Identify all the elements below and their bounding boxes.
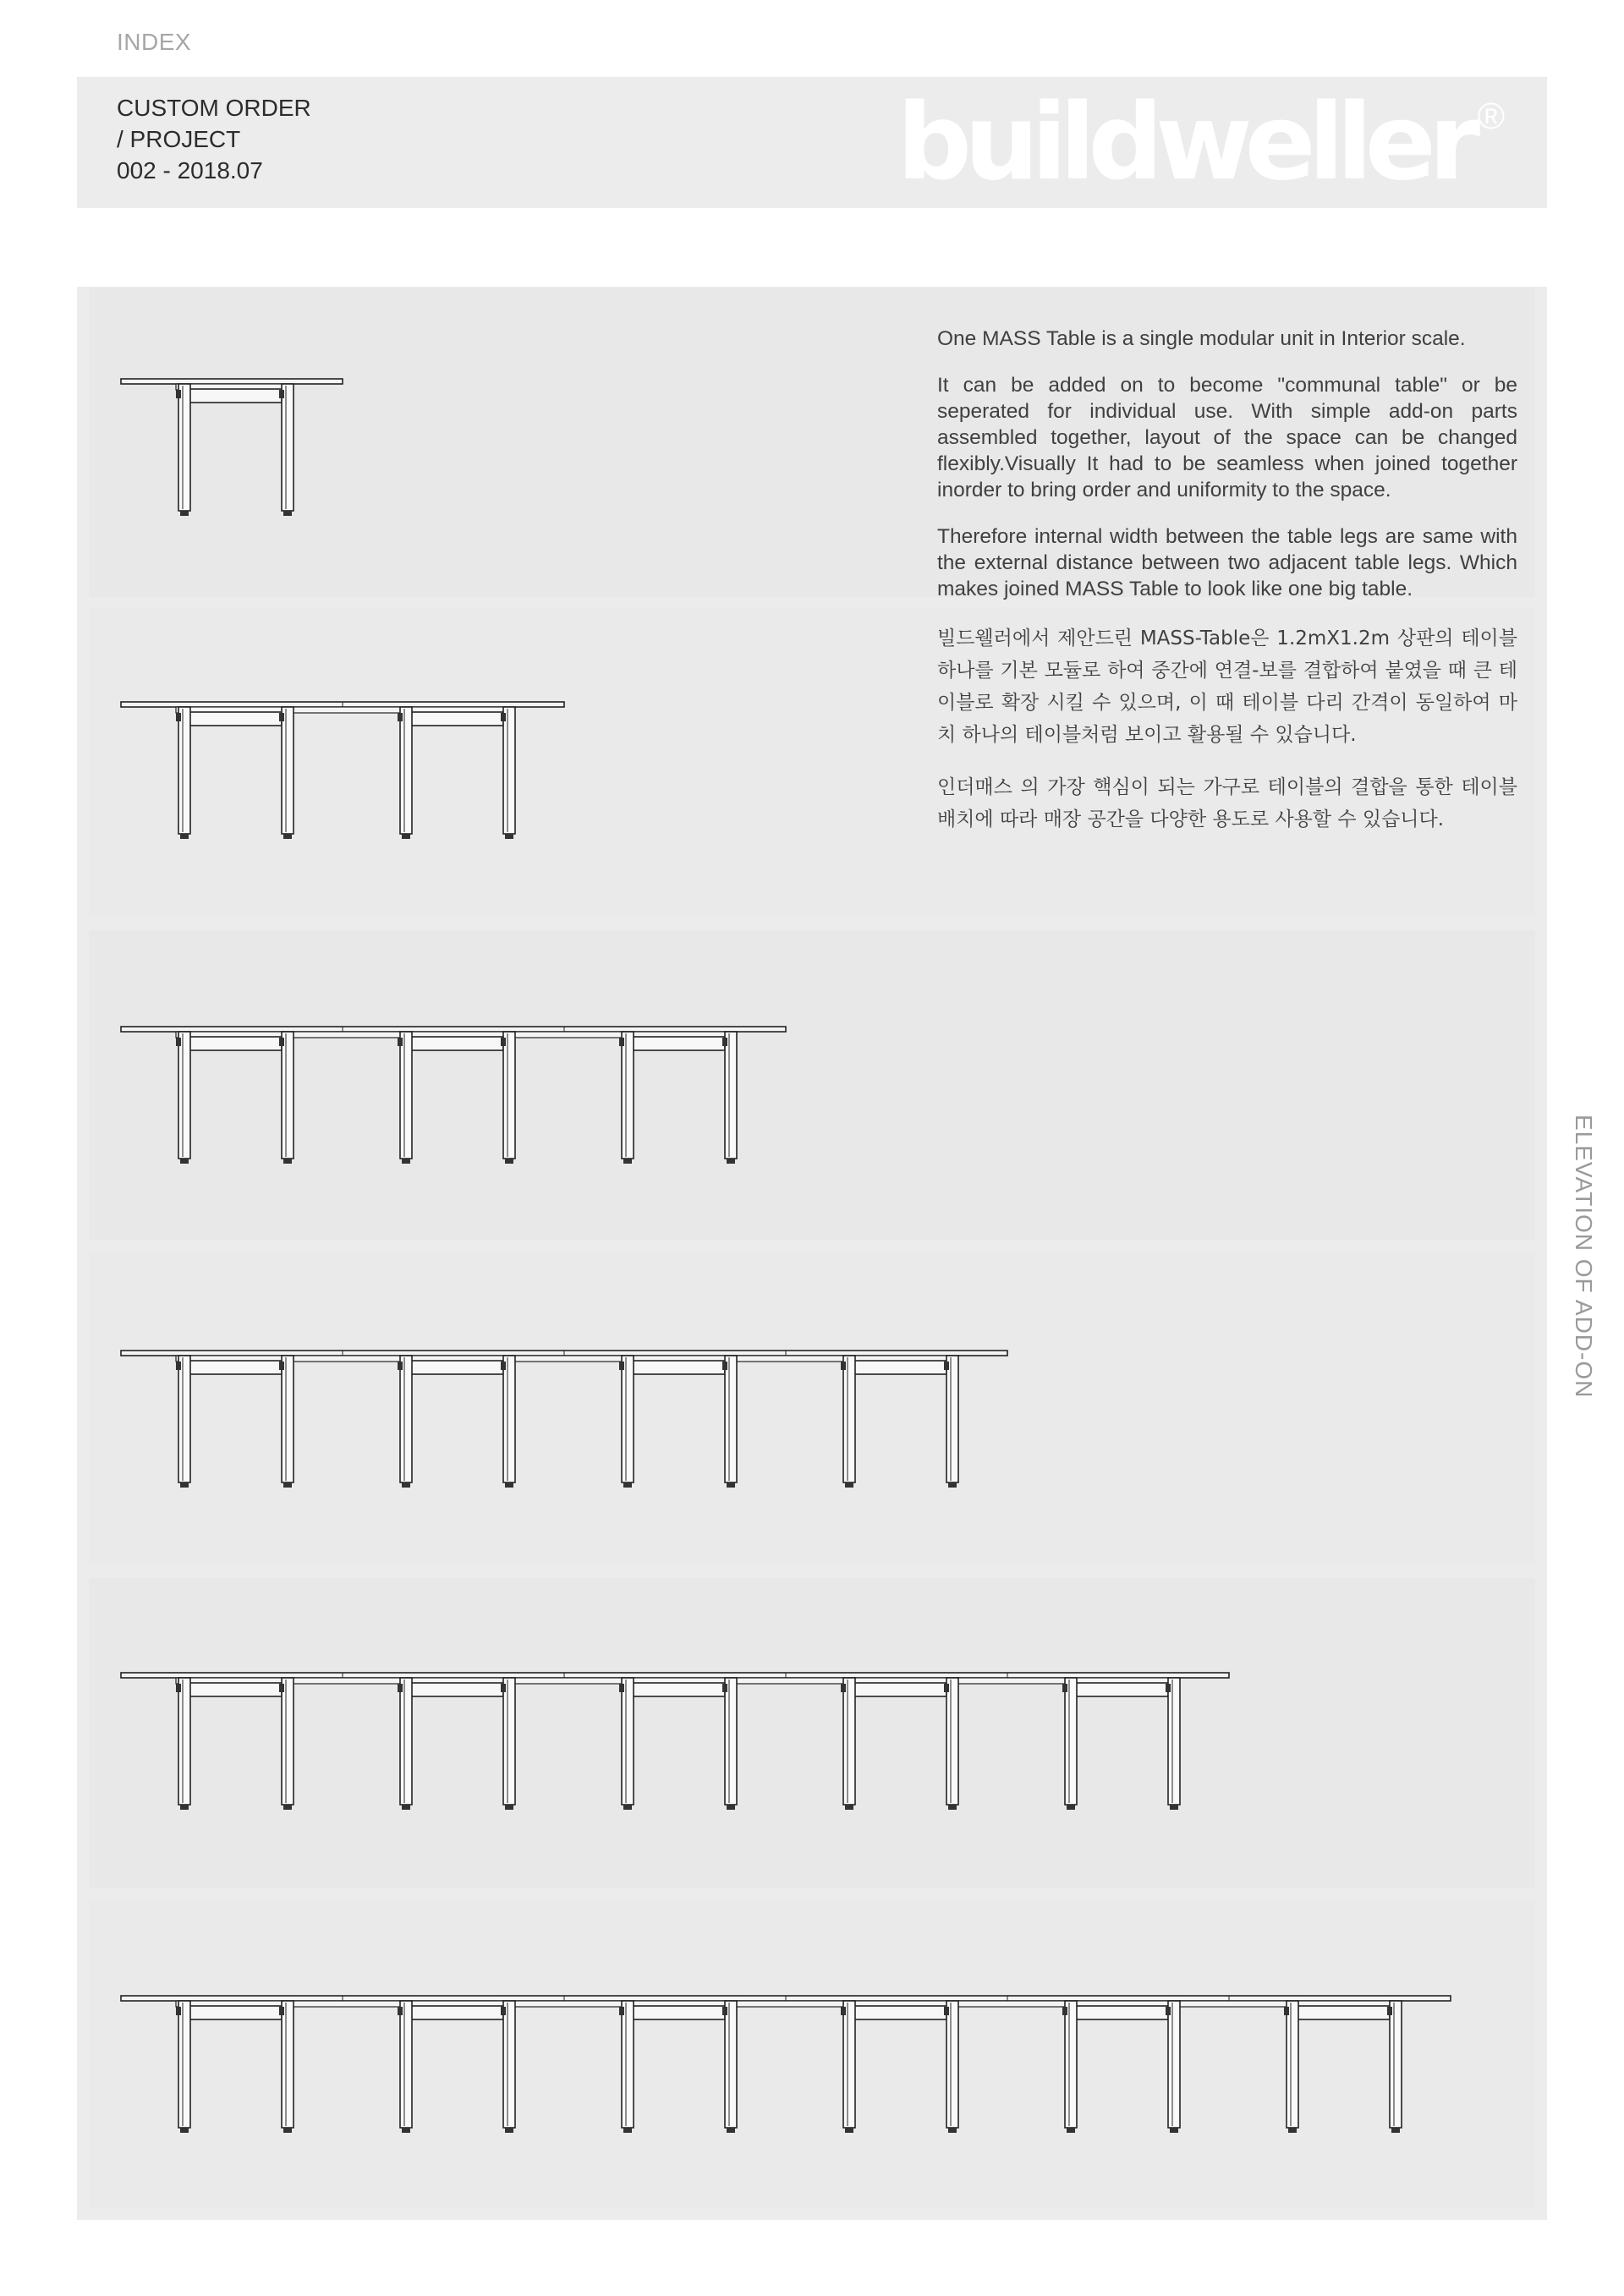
leg-foot — [283, 1482, 292, 1488]
leg-foot — [1170, 1805, 1178, 1810]
project-line-3: 002 - 2018.07 — [117, 157, 263, 184]
leg-bracket — [1062, 2007, 1067, 2015]
leg-foot — [1067, 1805, 1075, 1810]
leg-foot — [845, 2128, 853, 2133]
table-leg — [282, 2001, 294, 2128]
beam — [410, 2006, 503, 2019]
leg-foot — [505, 1159, 513, 1164]
beam — [189, 1683, 282, 1696]
table-leg — [178, 1356, 190, 1482]
leg-foot — [283, 1805, 292, 1810]
leg-foot — [283, 511, 292, 516]
leg-bracket — [722, 2007, 727, 2015]
beam — [632, 1037, 725, 1050]
leg-bracket — [398, 1038, 403, 1046]
beam — [853, 1361, 946, 1374]
leg-bracket — [279, 2007, 284, 2015]
tabletop — [121, 379, 343, 384]
beam — [410, 712, 503, 726]
leg-foot — [623, 1159, 632, 1164]
side-title: ELEVATION OF ADD-ON — [1571, 1115, 1597, 1399]
leg-bracket — [398, 713, 403, 721]
brand-logo: buildweller — [897, 82, 1473, 204]
leg-foot — [180, 2128, 189, 2133]
table-leg — [725, 1356, 737, 1482]
table-leg — [946, 2001, 958, 2128]
leg-foot — [505, 834, 513, 839]
table-leg — [178, 1032, 190, 1159]
table-leg — [503, 1032, 515, 1159]
leg-bracket — [619, 1038, 624, 1046]
beam — [632, 1683, 725, 1696]
leg-bracket — [501, 1684, 506, 1692]
description-paragraph-1: One MASS Table is a single modular unit in Interior scale. — [937, 327, 1466, 350]
leg-bracket — [944, 1362, 949, 1370]
beam — [410, 1361, 503, 1374]
leg-foot — [180, 511, 189, 516]
leg-foot — [727, 1159, 735, 1164]
table-leg — [946, 1678, 958, 1805]
table-leg — [622, 2001, 634, 2128]
project-line-1: CUSTOM ORDER — [117, 95, 311, 121]
table-leg — [503, 1356, 515, 1482]
leg-foot — [402, 2128, 410, 2133]
leg-foot — [623, 1805, 632, 1810]
leg-bracket — [176, 1684, 181, 1692]
table-leg — [843, 2001, 855, 2128]
brand-registered-mark: ® — [1477, 96, 1505, 137]
table-elevation-5 — [121, 1673, 1229, 1810]
leg-foot — [948, 2128, 957, 2133]
leg-bracket — [722, 1362, 727, 1370]
description-paragraph-2: It can be added on to become "communal table" or be seperated for individual use. With simple add-on parts assembled together, layout of the space can be changed flexibly.Visually It had to be seamless when joined together inorder to bring order and uniformity to the space. — [937, 374, 1517, 501]
beam — [189, 389, 282, 403]
tabletop — [121, 1673, 1229, 1678]
beam — [189, 1037, 282, 1050]
leg-foot — [1391, 2128, 1400, 2133]
table-leg — [400, 1032, 412, 1159]
description-text — [937, 326, 1517, 856]
table-leg — [178, 2001, 190, 2128]
table-elevation-3 — [121, 1027, 786, 1164]
leg-foot — [1067, 2128, 1075, 2133]
table-leg — [725, 1032, 737, 1159]
leg-bracket — [176, 2007, 181, 2015]
table-leg — [725, 1678, 737, 1805]
leg-bracket — [1284, 2007, 1289, 2015]
table-leg — [843, 1356, 855, 1482]
table-leg — [503, 2001, 515, 2128]
table-leg — [725, 2001, 737, 2128]
leg-foot — [505, 2128, 513, 2133]
description-paragraph-3: Therefore internal width between the table legs are same with the external distance between two adjacent table legs. Which makes joined MASS Table to look like one big table. — [937, 525, 1517, 600]
table-leg — [503, 1678, 515, 1805]
leg-foot — [505, 1482, 513, 1488]
leg-foot — [845, 1805, 853, 1810]
leg-foot — [180, 1159, 189, 1164]
leg-bracket — [398, 1684, 403, 1692]
beam — [410, 1037, 503, 1050]
leg-bracket — [841, 1684, 846, 1692]
leg-bracket — [501, 2007, 506, 2015]
leg-foot — [505, 1805, 513, 1810]
leg-bracket — [176, 1362, 181, 1370]
table-leg — [843, 1678, 855, 1805]
project-line-2: / PROJECT — [117, 126, 241, 152]
leg-bracket — [944, 1684, 949, 1692]
table-elevation-6 — [121, 1996, 1451, 2133]
leg-foot — [402, 1805, 410, 1810]
table-elevation-1 — [121, 379, 343, 516]
leg-foot — [180, 834, 189, 839]
leg-foot — [948, 1482, 957, 1488]
leg-foot — [845, 1482, 853, 1488]
leg-bracket — [619, 1362, 624, 1370]
beam — [1075, 2006, 1168, 2019]
leg-foot — [283, 834, 292, 839]
leg-bracket — [944, 2007, 949, 2015]
table-leg — [400, 2001, 412, 2128]
beam — [189, 1361, 282, 1374]
leg-bracket — [501, 713, 506, 721]
apron — [176, 2001, 1396, 2007]
table-leg — [178, 1678, 190, 1805]
leg-foot — [727, 1482, 735, 1488]
leg-foot — [727, 2128, 735, 2133]
leg-bracket — [1387, 2007, 1392, 2015]
leg-bracket — [1166, 2007, 1171, 2015]
table-leg — [282, 1032, 294, 1159]
table-leg — [1390, 2001, 1402, 2128]
beam — [632, 1361, 725, 1374]
leg-foot — [402, 1159, 410, 1164]
table-leg — [622, 1678, 634, 1805]
leg-foot — [1288, 2128, 1297, 2133]
table-leg — [282, 1356, 294, 1482]
leg-bracket — [279, 1684, 284, 1692]
table-leg — [282, 1678, 294, 1805]
leg-foot — [948, 1805, 957, 1810]
description-paragraph-ko-2: 인더매스 의 가장 핵심이 되는 가구로 테이블의 결합을 통한 테이블 배치에 따라 매장 공간을 다양한 용도로 사용할 수 있습니다. — [937, 776, 1517, 830]
beam — [853, 2006, 946, 2019]
leg-bracket — [279, 713, 284, 721]
table-leg — [1065, 2001, 1077, 2128]
table-elevation-2 — [121, 702, 564, 839]
table-leg — [1287, 2001, 1298, 2128]
leg-foot — [402, 834, 410, 839]
leg-foot — [283, 1159, 292, 1164]
beam — [189, 2006, 282, 2019]
table-leg — [178, 384, 190, 511]
leg-bracket — [176, 713, 181, 721]
beam — [1075, 1683, 1168, 1696]
leg-bracket — [1062, 1684, 1067, 1692]
leg-bracket — [501, 1038, 506, 1046]
beam — [632, 2006, 725, 2019]
leg-bracket — [841, 2007, 846, 2015]
table-leg — [400, 1356, 412, 1482]
leg-bracket — [722, 1684, 727, 1692]
leg-bracket — [619, 1684, 624, 1692]
leg-bracket — [722, 1038, 727, 1046]
leg-foot — [727, 1805, 735, 1810]
leg-bracket — [176, 1038, 181, 1046]
leg-bracket — [279, 1038, 284, 1046]
table-leg — [1065, 1678, 1077, 1805]
table-leg — [282, 707, 294, 834]
leg-foot — [180, 1805, 189, 1810]
table-leg — [1168, 1678, 1180, 1805]
table-leg — [178, 707, 190, 834]
index-label: INDEX — [117, 29, 192, 55]
leg-foot — [1170, 2128, 1178, 2133]
table-leg — [622, 1032, 634, 1159]
leg-bracket — [279, 390, 284, 398]
table-leg — [1168, 2001, 1180, 2128]
beam — [189, 712, 282, 726]
leg-bracket — [1166, 1684, 1171, 1692]
description-paragraph-ko-1: 빌드웰러에서 제안드린 MASS-Table은 1.2mX1.2m 상판의 테이블 하나를 기본 모듈로 하여 중간에 연결-보를 결합하여 붙였을 때 큰 테이블로 확장 시킬 수 있으며, 이 때 테이블 다리 간격이 동일하여 마치 하나의 테이블처럼 보이고 활용될 수 있습니다. — [937, 627, 1517, 746]
leg-foot — [402, 1482, 410, 1488]
tabletop — [121, 1027, 786, 1032]
leg-foot — [623, 1482, 632, 1488]
beam — [853, 1683, 946, 1696]
table-elevation-4 — [121, 1351, 1007, 1488]
table-leg — [282, 384, 294, 511]
table-leg — [400, 1678, 412, 1805]
leg-bracket — [619, 2007, 624, 2015]
table-leg — [400, 707, 412, 834]
leg-bracket — [398, 2007, 403, 2015]
leg-foot — [180, 1482, 189, 1488]
table-leg — [622, 1356, 634, 1482]
leg-foot — [623, 2128, 632, 2133]
leg-foot — [283, 2128, 292, 2133]
table-leg — [946, 1356, 958, 1482]
leg-bracket — [501, 1362, 506, 1370]
leg-bracket — [398, 1362, 403, 1370]
leg-bracket — [176, 390, 181, 398]
beam — [410, 1683, 503, 1696]
beam — [1297, 2006, 1390, 2019]
leg-bracket — [841, 1362, 846, 1370]
leg-bracket — [279, 1362, 284, 1370]
table-leg — [503, 707, 515, 834]
